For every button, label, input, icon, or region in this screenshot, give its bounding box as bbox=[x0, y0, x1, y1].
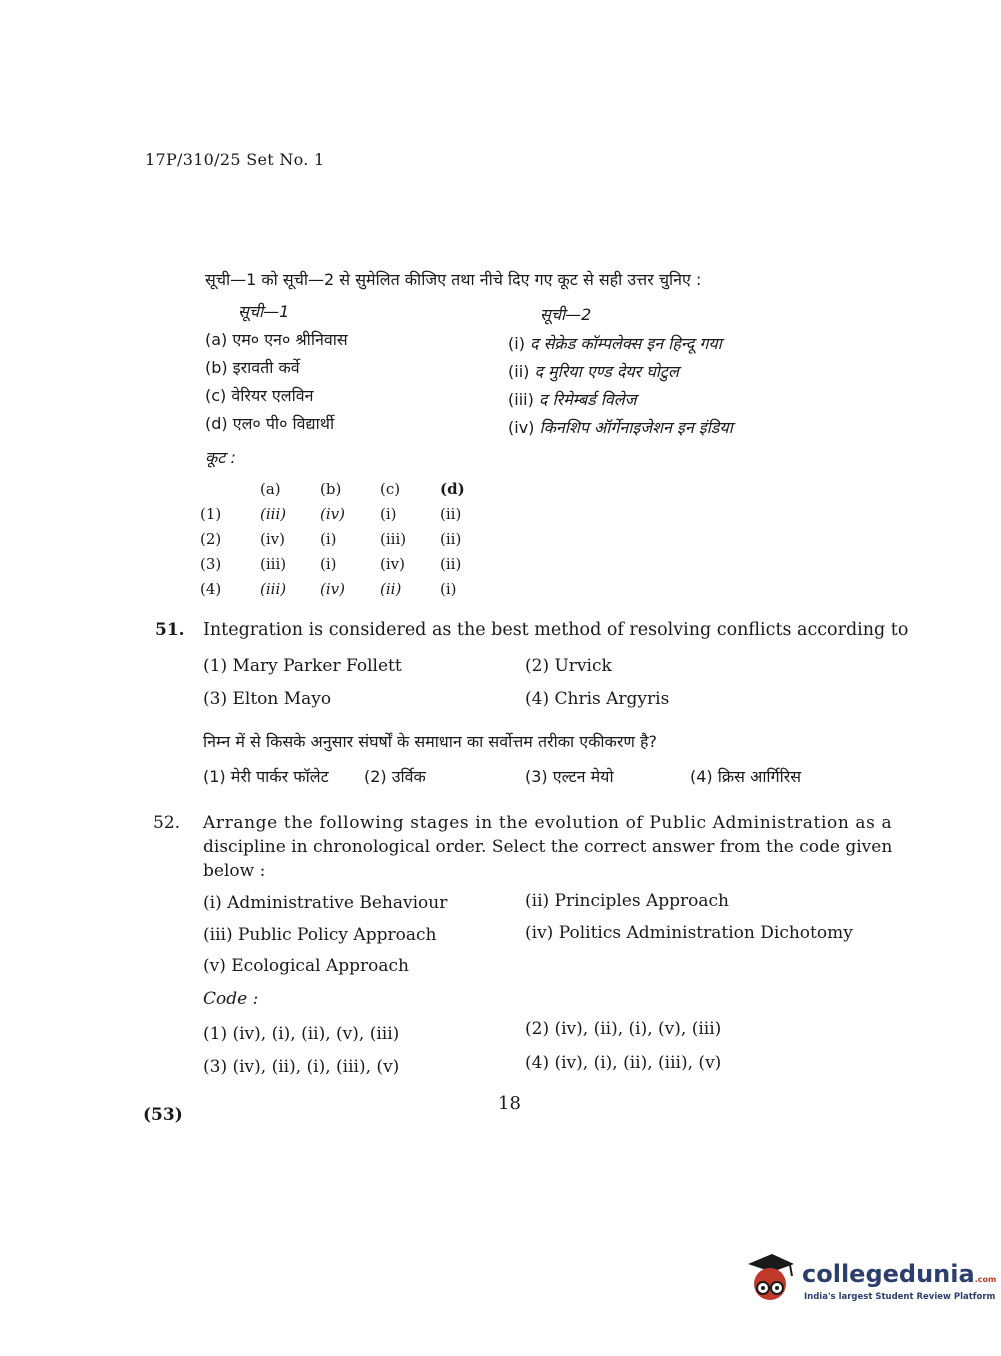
q52-item: (iv) Politics Administration Dichotomy bbox=[525, 923, 853, 943]
set-label: 17P/310/25 Set No. 1 bbox=[145, 150, 325, 169]
code-header-row bbox=[200, 476, 500, 501]
q52-question-line: discipline in chronological order. Select the correct answer from the code given bbox=[203, 837, 893, 857]
q51-option: (3) Elton Mayo bbox=[203, 689, 332, 709]
collegedunia-watermark bbox=[742, 1250, 997, 1310]
q52-code-label: Code : bbox=[203, 989, 259, 1009]
page-number: 18 bbox=[498, 1093, 521, 1114]
q51-option-hindi: (1) मेरी पार्कर फॉलेट bbox=[203, 767, 329, 786]
brand-tagline: India's largest Student Review Platform bbox=[804, 1292, 996, 1302]
list2-title: सूची—2 bbox=[540, 305, 592, 324]
code-header: (b) bbox=[320, 479, 342, 498]
q52-item: (i) Administrative Behaviour bbox=[203, 893, 448, 913]
q51-option: (1) Mary Parker Follett bbox=[203, 656, 402, 676]
q51-option: (2) Urvick bbox=[525, 656, 612, 676]
q51-option-hindi: (4) क्रिस आर्गिरिस bbox=[690, 767, 802, 786]
q50-prompt: सूची—1 को सूची—2 से सुमेलित कीजिए तथा नीचे दिए गए कूट से सही उत्तर चुनिए : bbox=[205, 270, 702, 289]
q51-number: 51. bbox=[155, 620, 185, 640]
q52-code-option: (2) (iv), (ii), (i), (v), (iii) bbox=[525, 1019, 722, 1039]
q52-item: (ii) Principles Approach bbox=[525, 891, 729, 911]
code-header: (a) bbox=[260, 479, 281, 498]
q51-option-hindi: (2) उर्विक bbox=[364, 767, 426, 786]
brand-name: collegedunia.com bbox=[802, 1260, 997, 1288]
side-code: (53) bbox=[143, 1105, 183, 1125]
list2-item: (i) द सेक्रेड कॉम्पलेक्स इन हिन्दू गया bbox=[508, 334, 722, 353]
code-row: (4) (iii) (iv) (ii) (i) bbox=[200, 579, 457, 598]
code-header: (d) bbox=[440, 479, 465, 498]
code-row: (1) (iii) (iv) (i) (ii) bbox=[200, 504, 462, 523]
q51-option-hindi: (3) एल्टन मेयो bbox=[525, 767, 614, 786]
q50-code-table bbox=[200, 476, 500, 601]
q52-question-line: below : bbox=[203, 861, 266, 881]
list1-title: सूची—1 bbox=[238, 302, 290, 321]
list1-item: (d) एल० पी० विद्यार्थी bbox=[205, 414, 335, 433]
q51-question: Integration is considered as the best method of resolving conflicts according to bbox=[203, 620, 909, 640]
list1-item: (a) एम० एन० श्रीनिवास bbox=[205, 330, 348, 349]
q52-code-option: (1) (iv), (i), (ii), (v), (iii) bbox=[203, 1024, 400, 1044]
q51-question-hindi: निम्न में से किसके अनुसार संघर्षों के समाधान का सर्वोत्तम तरीका एकीकरण है? bbox=[203, 732, 658, 751]
q52-code-option: (3) (iv), (ii), (i), (iii), (v) bbox=[203, 1057, 400, 1077]
list1-item: (c) वेरियर एलविन bbox=[205, 386, 314, 405]
q50-code-label: कूट : bbox=[205, 448, 236, 467]
collegedunia-mascot-icon bbox=[742, 1250, 800, 1308]
list2-item: (ii) द मुरिया एण्ड देयर घोटुल bbox=[508, 362, 679, 381]
q51-option: (4) Chris Argyris bbox=[525, 689, 670, 709]
list1-item: (b) इरावती कर्वे bbox=[205, 358, 300, 377]
q52-item: (iii) Public Policy Approach bbox=[203, 925, 437, 945]
list2-item: (iv) किनशिप ऑर्गेनाइजेशन इन इंडिया bbox=[508, 418, 733, 437]
list2-item: (iii) द रिमेम्बर्ड विलेज bbox=[508, 390, 637, 409]
q52-item: (v) Ecological Approach bbox=[203, 956, 409, 976]
q52-number: 52. bbox=[153, 813, 181, 833]
code-row: (2) (iv) (i) (iii) (ii) bbox=[200, 529, 462, 548]
q52-code-option: (4) (iv), (i), (ii), (iii), (v) bbox=[525, 1053, 722, 1073]
q52-question-line: Arrange the following stages in the evolution of Public Administration as a bbox=[203, 813, 893, 833]
code-row: (3) (iii) (i) (iv) (ii) bbox=[200, 554, 462, 573]
code-header: (c) bbox=[380, 479, 401, 498]
